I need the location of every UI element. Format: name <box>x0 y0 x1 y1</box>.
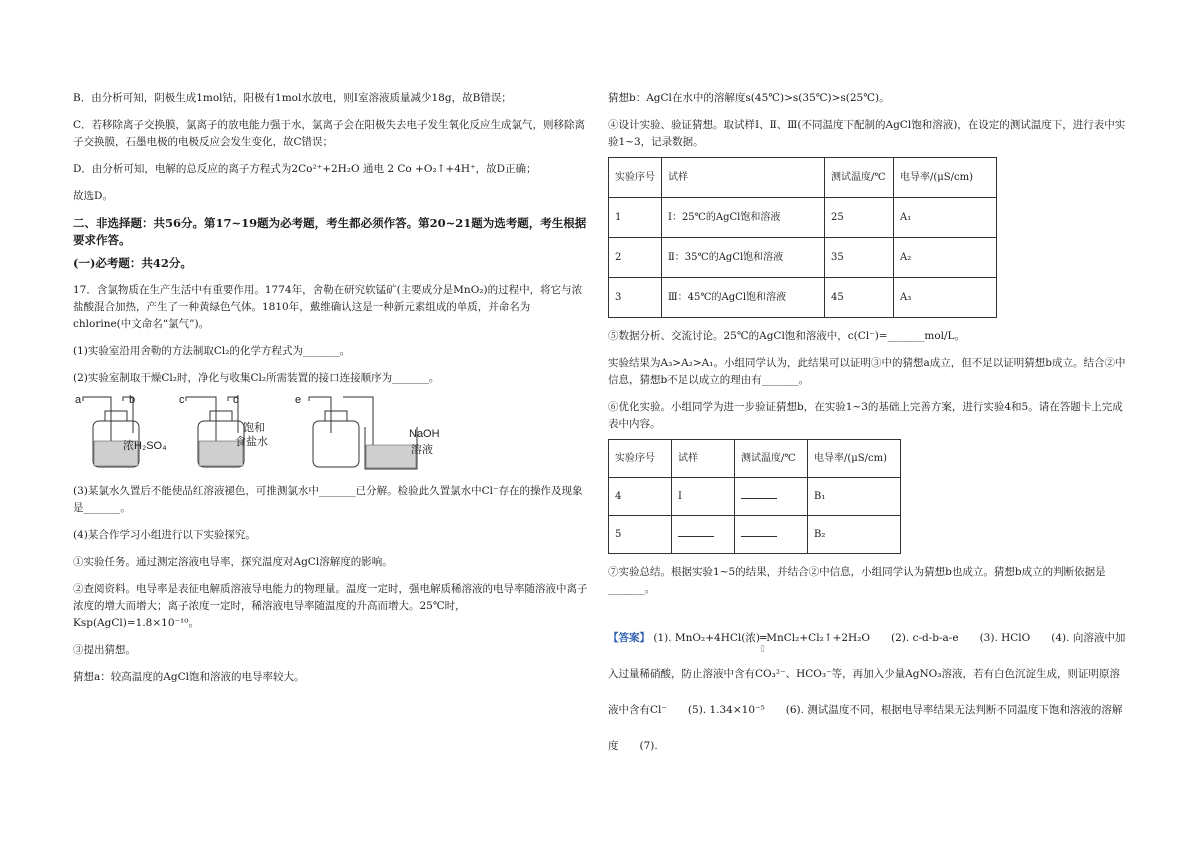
table2-cell: 4 <box>609 478 672 516</box>
apparatus-diagram <box>73 393 473 473</box>
sub-title: (一)必考题：共42分。 <box>73 256 192 270</box>
step-2: ②查阅资料。电导率是表征电解质溶液导电能力的物理量。温度一定时，强电解质稀溶液的电导率随溶液中离子浓度的增大而增大；离子浓度一定时，稀溶液电导率随温度的升高而增大。25℃时，Ksp(AgCl)=1.8×10⁻¹⁰。 <box>73 583 588 629</box>
experiment-table-2 <box>608 439 901 554</box>
table2-header: 实验序号 <box>609 440 672 478</box>
table1-header: 测试温度/℃ <box>825 158 894 198</box>
question-17-intro: 17．含氯物质在生产生活中有重要作用。1774年，舍勒在研究软锰矿(主要成分是MnO₂)的过程中，将它与浓盐酸混合加热，产生了一种黄绿色气体。1810年，戴维确认这是一种新元素组成的单质，并命名为chlorine(中文命名“氯气”)。 <box>73 284 583 330</box>
label-conc-h2so4: 浓H₂SO₄ <box>123 440 167 452</box>
right-column <box>608 90 1128 774</box>
question-1: (1)实验室沿用舍勒的方法制取Cl₂的化学方程式为_______。 <box>73 345 351 357</box>
label-d: d <box>233 394 240 406</box>
table1-header: 实验序号 <box>609 158 662 198</box>
answer-label: 【答案】 <box>608 632 650 644</box>
step-6: ⑥优化实验。小组同学为进一步验证猜想b，在实验1~3的基础上完善方案，进行实验4和5。请在答题卡上完成表中内容。 <box>608 401 1123 430</box>
answer-blank <box>678 527 714 537</box>
step-7: ⑦实验总结。根据实验1~5的结果，并结合②中信息，小组同学认为猜想b也成立。猜想b成立的判断依据是_______。 <box>608 566 1106 595</box>
apparatus-drawing <box>73 393 473 473</box>
table1-cell: A₂ <box>894 238 997 278</box>
table1-cell: 2 <box>609 238 662 278</box>
table1-cell: A₁ <box>894 198 997 238</box>
option-b: B．由分析可知，阴极生成1mol钴，阳极有1mol水放电，则Ⅰ室溶液质量减少18g，故B错误； <box>73 92 512 104</box>
step-5: ⑤数据分析、交流讨论。25℃的AgCl饱和溶液中，c(Cl⁻)=_______mol/L。 <box>608 330 966 342</box>
table2-blank-cell <box>735 478 808 516</box>
table1-cell: 1 <box>609 198 662 238</box>
label-naoh: NaOH <box>409 428 440 440</box>
table2-header: 电导率/(μS/cm) <box>808 440 901 478</box>
answer-text: (1). MnO₂+4HCl(浓)═MnCl₂+Cl₂↑+2H₂O (2). c-d-b-a-e (3). HClO (4). 向溶液中加入过量稀硝酸，防止溶液中含有CO₃²⁻、HCO₃⁻等，再加入少量AgNO₃溶液，若有白色沉淀生成，则证明原溶液中含有Cl⁻ (5). 1.34×10⁻⁵ (6). 测试温度不同，根据电导率结果无法判断不同温度下饱和溶液的溶解度 (7). <box>608 632 1126 752</box>
step-3: ③提出猜想。 <box>73 644 136 656</box>
label-c: c <box>179 394 185 406</box>
table1-cell: A₃ <box>894 278 997 318</box>
table2-cell: B₂ <box>808 516 901 554</box>
option-d: D．由分析可知，电解的总反应的离子方程式为2Co²⁺+2H₂O 通电 2 Co +O₂↑+4H⁺，故D正确； <box>73 163 537 175</box>
label-e: e <box>295 394 302 406</box>
question-2: (2)实验室制取干燥Cl₂时，净化与收集Cl₂所需装置的接口连接顺序为_______。 <box>73 372 440 384</box>
table2-blank-cell <box>735 516 808 554</box>
table2-header: 测试温度/℃ <box>735 440 808 478</box>
answer-blank <box>741 527 777 537</box>
label-solution: 溶液 <box>411 444 433 456</box>
option-c: C．若移除离子交换膜，氯离子的放电能力强于水，氯离子会在阳极失去电子发生氧化反应生成氯气，则移除离子交换膜，石墨电极的电极反应会发生变化，故C错误； <box>73 119 586 148</box>
section-title: 二、非选择题：共56分。第17~19题为必考题，考生都必须作答。第20~21题为选考题，考生根据要求作答。 <box>73 216 587 247</box>
guess-a: 猜想a：较高温度的AgCl饱和溶液的电导率较大。 <box>73 671 305 683</box>
table2-cell: 5 <box>609 516 672 554</box>
table1-cell: Ⅲ：45℃的AgCl饱和溶液 <box>662 278 825 318</box>
answer-blank <box>741 489 777 499</box>
result-text: 实验结果为A₃>A₂>A₁。小组同学认为，此结果可以证明③中的猜想a成立，但不足以证明猜想b成立。结合②中信息，猜想b不足以成立的理由有_______。 <box>608 357 1126 386</box>
table1-cell: 45 <box>825 278 894 318</box>
table2-cell: Ⅰ <box>672 478 735 516</box>
step-4: ④设计实验、验证猜想。取试样Ⅰ、Ⅱ、Ⅲ(不同温度下配制的AgCl饱和溶液)，在设定的测试温度下，进行表中实验1~3，记录数据。 <box>608 119 1126 148</box>
page-mark: ▯ <box>760 644 765 654</box>
table1-header: 电导率/(μS/cm) <box>894 158 997 198</box>
table1-cell: Ⅰ：25℃的AgCl饱和溶液 <box>662 198 825 238</box>
experiment-table-1 <box>608 157 997 318</box>
left-column <box>73 90 588 696</box>
table1-header: 试样 <box>662 158 825 198</box>
conclusion: 故选D。 <box>73 190 113 202</box>
label-saturated: 饱和 <box>243 422 265 434</box>
table2-cell: B₁ <box>808 478 901 516</box>
table2-header: 试样 <box>672 440 735 478</box>
label-brine: 食盐水 <box>235 436 268 448</box>
step-1: ①实验任务。通过测定溶液电导率，探究温度对AgCl溶解度的影响。 <box>73 556 393 568</box>
table1-cell: 25 <box>825 198 894 238</box>
question-4: (4)某合作学习小组进行以下实验探究。 <box>73 529 256 541</box>
label-a: a <box>75 394 82 406</box>
table1-cell: 3 <box>609 278 662 318</box>
table1-cell: Ⅱ：35℃的AgCl饱和溶液 <box>662 238 825 278</box>
answer-block <box>608 620 1128 764</box>
question-3: (3)某氯水久置后不能使品红溶液褪色，可推测氯水中_______已分解。检验此久置氯水中Cl⁻存在的操作及现象是_______。 <box>73 485 583 514</box>
guess-b: 猜想b：AgCl在水中的溶解度s(45℃)>s(35℃)>s(25℃)。 <box>608 92 890 104</box>
table2-blank-cell <box>672 516 735 554</box>
label-b: b <box>129 394 136 406</box>
table1-cell: 35 <box>825 238 894 278</box>
